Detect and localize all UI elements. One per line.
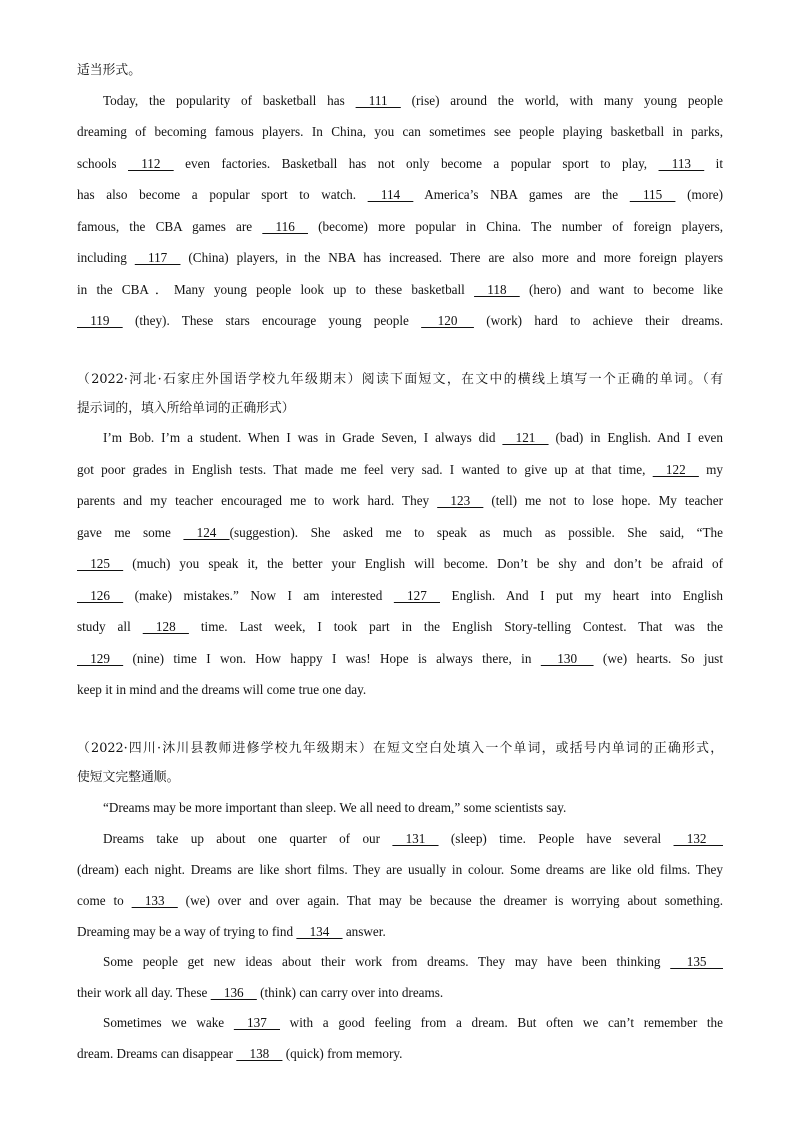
blank-112[interactable]: 112	[128, 156, 174, 171]
blank-134[interactable]: 134	[296, 924, 343, 939]
blank-117[interactable]: 117	[134, 250, 181, 265]
blank-120[interactable]: 120	[421, 313, 474, 328]
p1-line: schools 112 even factories. Basketball has not only become a popular sport to play, 113 it	[77, 154, 723, 174]
p2-line: parents and my teacher encouraged me to work hard. They 123 (tell) me not to lose hope. My teacher	[77, 491, 723, 511]
p3-line: their work all day. These 136 (think) can carry over into dreams.	[77, 983, 723, 1003]
blank-118[interactable]: 118	[474, 282, 520, 297]
p1-line: has also become a popular sport to watch. 114 America’s NBA games are the 115 (more)	[77, 185, 723, 205]
blank-135[interactable]: 135	[670, 954, 723, 969]
blank-129[interactable]: 129	[77, 651, 124, 666]
p2-line: I’m Bob. I’m a student. When I was in Grade Seven, I always did 121 (bad) in English. And I even	[77, 428, 723, 448]
section-heading: 使短文完整通顺。	[77, 770, 180, 785]
p2-line: 126 (make) mistakes.” Now I am interested 127 English. And I put my heart into English	[77, 586, 723, 606]
p2-line: 129 (nine) time I won. How happy I was! Hope is always there, in 130 (we) hearts. So just	[77, 649, 723, 669]
p3-line: Dreaming may be a way of trying to find 134 answer.	[77, 922, 723, 942]
blank-124[interactable]: 124	[183, 525, 230, 540]
blank-130[interactable]: 130	[540, 651, 594, 666]
p3-line: Some people get new ideas about their work from dreams. They may have been thinking 135	[77, 952, 723, 972]
blank-138[interactable]: 138	[236, 1046, 283, 1061]
blank-126[interactable]: 126	[77, 588, 124, 603]
blank-132[interactable]: 132	[673, 831, 723, 846]
blank-123[interactable]: 123	[437, 493, 484, 508]
blank-133[interactable]: 133	[131, 893, 178, 908]
p1-line: in the CBA．Many young people look up to these basketball 118 (hero) and want to become like	[77, 280, 723, 300]
blank-121[interactable]: 121	[502, 430, 549, 445]
p3-line: (dream) each night. Dreams are like short films. They are usually in colour. Some dreams are like old films. They	[77, 862, 723, 877]
blank-113[interactable]: 113	[658, 156, 705, 171]
p2-line: keep it in mind and the dreams will come true one day.	[77, 682, 367, 697]
p1-line: 119 (they). These stars encourage young people 120 (work) hard to achieve their dreams.	[77, 311, 723, 331]
blank-125[interactable]: 125	[77, 556, 124, 571]
blank-116[interactable]: 116	[262, 219, 308, 234]
blank-114[interactable]: 114	[367, 187, 414, 202]
intro-tail: 适当形式。	[77, 63, 141, 78]
blank-127[interactable]: 127	[393, 588, 440, 603]
p3-line: Sometimes we wake 137 with a good feeling from a dream. But often we can’t remember the	[77, 1013, 723, 1033]
p1-line: dreaming of becoming famous players. In China, you can sometimes see people playing basketball in parks,	[77, 124, 723, 139]
p3-line: Dreams take up about one quarter of our 131 (sleep) time. People have several 132	[77, 829, 723, 849]
blank-115[interactable]: 115	[629, 187, 676, 202]
blank-111[interactable]: 111	[355, 93, 401, 108]
p1-line: famous, the CBA games are 116 (become) more popular in China. The number of foreign players,	[77, 217, 723, 237]
p2-line: gave me some 124 (suggestion). She asked me to speak as much as possible. She said, “The	[77, 523, 723, 543]
blank-122[interactable]: 122	[652, 462, 699, 477]
blank-137[interactable]: 137	[233, 1015, 280, 1030]
p3-line: “Dreams may be more important than sleep. We all need to dream,” some scientists say.	[103, 800, 567, 815]
blank-128[interactable]: 128	[142, 619, 189, 634]
p3-line: come to 133 (we) over and over again. That may be because the dreamer is worrying about something.	[77, 891, 723, 911]
p2-line: study all 128 time. Last week, I took part in the English Story-telling Contest. That was the	[77, 617, 723, 637]
p2-line: 125 (much) you speak it, the better your English will become. Don’t be shy and don’t be afraid of	[77, 554, 723, 574]
p2-line: got poor grades in English tests. That made me feel very sad. I wanted to give up at that time, 122 my	[77, 460, 723, 480]
p1-line: including 117 (China) players, in the NBA has increased. There are also more and more foreign players	[77, 248, 723, 268]
section-heading: （2022·河北·石家庄外国语学校九年级期末）阅读下面短文，在文中的横线上填写一个正确的单词。（有	[77, 372, 723, 387]
p3-line: dream. Dreams can disappear 138 (quick) from memory.	[77, 1044, 723, 1064]
blank-131[interactable]: 131	[392, 831, 439, 846]
p1-line: Today, the popularity of basketball has 111 (rise) around the world, with many young people	[77, 91, 723, 111]
section-heading: （2022·四川·沐川县教师进修学校九年级期末）在短文空白处填入一个单词，或括号内单词的正确形式，	[77, 741, 723, 756]
section-heading: 提示词的，填入所给单词的正确形式）	[77, 401, 295, 416]
blank-136[interactable]: 136	[210, 985, 257, 1000]
blank-119[interactable]: 119	[77, 313, 123, 328]
